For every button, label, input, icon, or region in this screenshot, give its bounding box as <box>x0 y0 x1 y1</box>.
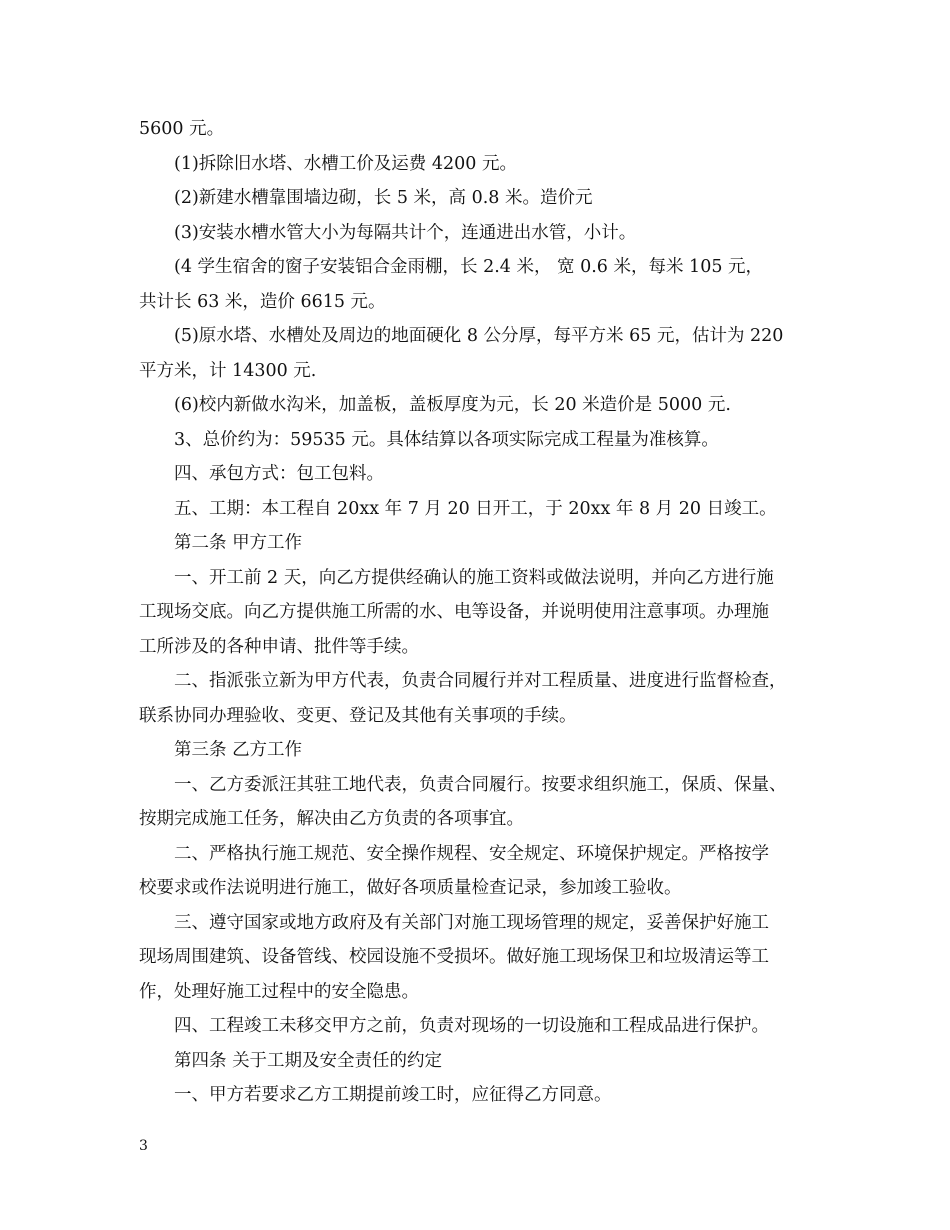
text-line: 作，处理好施工过程中的安全隐患。 <box>139 981 419 1002</box>
text-line: (6)校内新做水沟米，加盖板，盖板厚度为元，长 20 米造价是 5000 元. <box>174 395 731 415</box>
text-line: 按期完成施工任务，解决由乙方负责的各项事宜。 <box>139 809 524 829</box>
text-line: (4 学生宿舍的窗子安装铝合金雨棚，长 2.4 米， 宽 0.6 米，每米 105 元， <box>174 257 764 277</box>
text-line: 共计长 63 米，造价 6615 元。 <box>139 291 386 312</box>
text-line: 平方米，计 14300 元. <box>139 360 317 381</box>
text-line: 四、承包方式：包工包料。 <box>174 464 384 484</box>
text-line: 一、甲方若要求乙方工期提前竣工时，应征得乙方同意。 <box>174 1085 612 1105</box>
text-line: (1)拆除旧水塔、水槽工价及运费 4200 元。 <box>174 153 517 174</box>
text-line: 二、指派张立新为甲方代表，负责合同履行并对工程质量、进度进行监督检查， <box>174 671 787 691</box>
text-line: (2)新建水槽靠围墙边砌，长 5 米，高 0.8 米。造价元 <box>174 188 593 208</box>
text-line: (5)原水塔、水槽处及周边的地面硬化 8 公分厚，每平方米 65 元，估计为 220 <box>174 326 784 346</box>
text-line: 工现场交底。向乙方提供施工所需的水、电等设备，并说明使用注意事项。办理施 <box>139 602 769 622</box>
text-line: 一、开工前 2 天，向乙方提供经确认的施工资料或做法说明，并向乙方进行施 <box>174 567 774 588</box>
text-line: 联系协同办理验收、变更、登记及其他有关事项的手续。 <box>139 705 577 726</box>
text-line: 第二条 甲方工作 <box>174 533 303 553</box>
text-line: 四、工程竣工未移交甲方之前，负责对现场的一切设施和工程成品进行保护。 <box>174 1016 769 1036</box>
text-line: 3、总价约为：59535 元。具体结算以各项实际完成工程量为准核算。 <box>174 429 719 450</box>
text-line: 现场周围建筑、设备管线、校园设施不受损坏。做好施工现场保卫和垃圾清运等工 <box>139 947 769 967</box>
document-body <box>139 112 819 1113</box>
text-line: 工所涉及的各种申请、批件等手续。 <box>139 636 419 657</box>
text-line: 五、工期：本工程自 20xx 年 7 月 20 日开工，于 20xx 年 8 月 20 日竣工。 <box>174 498 777 519</box>
text-line: 5600 元。 <box>139 119 225 139</box>
text-line: (3)安装水槽水管大小为每隔共计个，连通进出水管，小计。 <box>174 222 637 243</box>
text-line: 校要求或作法说明进行施工，做好各项质量检查记录，参加竣工验收。 <box>139 878 682 898</box>
text-line: 三、遵守国家或地方政府及有关部门对施工现场管理的规定，妥善保护好施工 <box>174 912 769 933</box>
text-line: 第四条 关于工期及安全责任的约定 <box>174 1050 443 1071</box>
text-line: 第三条 乙方工作 <box>174 740 303 760</box>
text-line: 二、严格执行施工规范、安全操作规程、安全规定、环境保护规定。严格按学 <box>174 843 769 864</box>
page-number: 3 <box>139 1138 148 1154</box>
text-line: 一、乙方委派汪其驻工地代表，负责合同履行。按要求组织施工，保质、保量、 <box>174 774 787 795</box>
